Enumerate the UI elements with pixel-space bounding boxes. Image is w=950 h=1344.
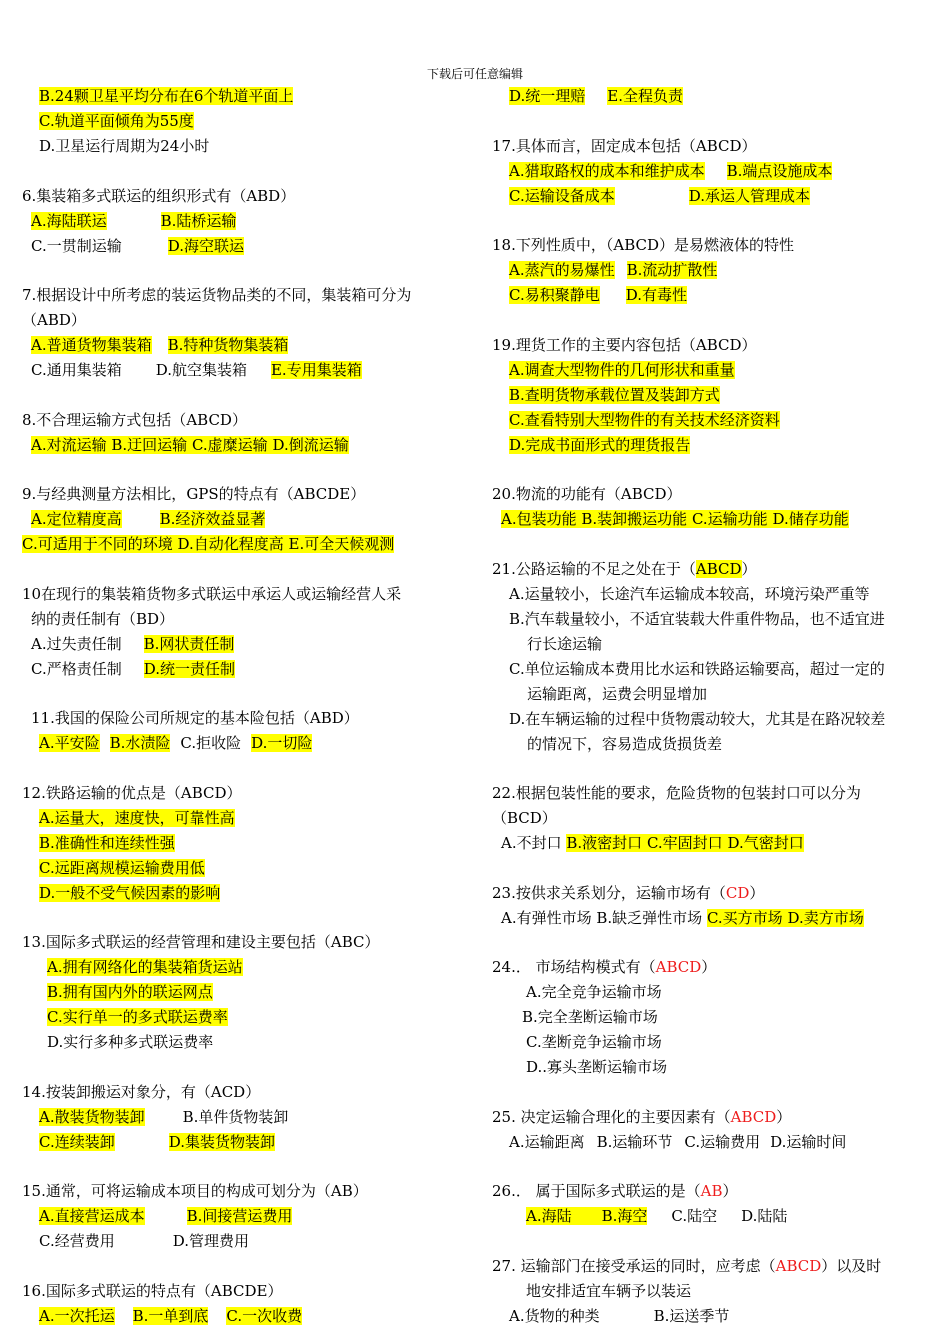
q21-option-d-1: D.在车辆运输的过程中货物震动较大，尤其是在路况较差: [509, 709, 886, 728]
q27-option-b: B.运送季节: [653, 1306, 730, 1325]
q25-stem: [492, 1105, 932, 1130]
q24-option-c: C.垄断竞争运输市场: [526, 1033, 662, 1051]
q17-option-d: D.承运人管理成本: [688, 186, 810, 205]
q20-option-d: D.储存功能: [772, 510, 849, 528]
q25-option-d: D.运输时间: [770, 1132, 847, 1151]
q14-line-1: [22, 1105, 462, 1130]
q7-stem-2: （ABD）: [22, 311, 86, 329]
q23-option-a: A.有弹性市场: [501, 908, 592, 927]
q21-option-c-2: 运输距离，运费会明显增加: [527, 684, 708, 703]
q7-option-a: A.普通货物集装箱: [31, 336, 152, 354]
q15-option-a: A.直接营运成本: [39, 1207, 145, 1225]
q19-stem: 19.理货工作的主要内容包括（ABCD）: [492, 335, 757, 354]
q7-line-1: [22, 333, 462, 358]
q24-option-a: A.完全竞争运输市场: [526, 983, 662, 1001]
q5-option-d: D.卫星运行周期为24小时: [39, 137, 210, 155]
q19-line-a: [492, 358, 932, 383]
q23-option-c: C.买方市场: [706, 908, 783, 927]
q6-option-d: D.海空联运: [167, 236, 244, 255]
q10-line-2: [22, 657, 462, 682]
q18-option-c: C.易积聚静电: [509, 286, 600, 304]
q8-option-c: C.虚糜运输: [191, 435, 268, 454]
q9-option-e: E.可全天候观测: [288, 535, 395, 553]
q6-line-2: [22, 234, 462, 259]
q19-line-b: [492, 383, 932, 408]
q12-line-a: [22, 806, 462, 831]
q26-answer: AB: [700, 1182, 723, 1200]
q11-line-1: [22, 731, 462, 756]
q13-line-b: [22, 980, 462, 1005]
q8-option-a: A.对流运输: [31, 435, 107, 454]
q22-option-c: C.牢固封口: [646, 834, 723, 852]
q13-line-c: [22, 1005, 462, 1030]
q27-stem-text: 27. 运输部门在接受承运的同时，应考虑（: [492, 1256, 776, 1275]
q24-stem-close: ）: [701, 958, 717, 976]
q14-option-b: B.单件货物装卸: [182, 1107, 289, 1126]
q23-option-b: B.缺乏弹性市场: [596, 908, 703, 927]
q25-option-b: B.运输环节: [596, 1132, 673, 1151]
q25-line-1: [492, 1130, 932, 1155]
q27-stem-close: ）以及时: [821, 1256, 882, 1275]
q20-option-c: C.运输功能: [691, 510, 768, 528]
q5-line-d: [22, 134, 462, 159]
q15-line-2: [22, 1229, 462, 1254]
q13-line-d: [22, 1030, 462, 1055]
q12-line-c: [22, 856, 462, 881]
q5-option-b: B.24颗卫星平均分布在6个轨道平面上: [39, 87, 294, 105]
q7-option-d: D.航空集装箱: [155, 361, 247, 379]
q22-stem-1: 22.根据包装性能的要求，危险货物的包装封口可以分为: [492, 784, 861, 802]
q18-option-d: D.有毒性: [625, 286, 687, 304]
q12-option-c: C.远距离规模运输费用低: [39, 858, 205, 877]
q27-option-a: A.货物的种类: [509, 1306, 600, 1325]
q15-line-1: [22, 1204, 462, 1229]
q21-option-a: A.运量较小，长途汽车运输成本较高，环境污染严重等: [509, 584, 870, 603]
q6-option-b: B.陆桥运输: [160, 211, 237, 230]
q12-option-d: D.一般不受气候因素的影响: [39, 883, 221, 902]
q11-stem: 11.我国的保险公司所规定的基本险包括（ABD）: [31, 709, 359, 727]
q15-option-c: C.经营费用: [39, 1232, 115, 1250]
q5-line-c: [22, 109, 462, 134]
q17-option-b: B.端点设施成本: [726, 161, 833, 180]
q10-stem-1: 10在现行的集装箱货物多式联运中承运人或运输经营人采: [22, 584, 402, 603]
q17-option-c: C.运输设备成本: [509, 186, 615, 205]
q9-line-2: [22, 532, 462, 557]
q11-option-a: A.平安险: [39, 734, 100, 752]
q14-stem: 14.按装卸搬运对象分，有（ACD）: [22, 1082, 261, 1101]
q12-stem: 12.铁路运输的优点是（ABCD）: [22, 783, 242, 802]
q12-option-b: B.准确性和连续性强: [39, 833, 175, 852]
q13-option-d: D.实行多种多式联运费率: [47, 1033, 214, 1051]
q6-line-1: [22, 209, 462, 234]
q27-line-1: [492, 1304, 932, 1329]
page-header: 下载后可任意编辑: [426, 67, 523, 81]
q21-option-b-2: 行长途运输: [527, 634, 603, 653]
q26-option-c: C.陆空: [671, 1207, 718, 1225]
left-column: [22, 84, 462, 1329]
q13-option-c: C.实行单一的多式联运费率: [47, 1008, 228, 1026]
q11-option-d: D.一切险: [251, 734, 313, 752]
q7-option-b: B.特种货物集装箱: [167, 336, 289, 354]
q10-option-a: A.过失责任制: [31, 634, 122, 653]
q24-option-b: B.完全垄断运输市场: [522, 1008, 658, 1026]
q17-line-1: [492, 159, 932, 184]
q17-option-a: A.猎取路权的成本和维护成本: [509, 161, 705, 180]
q21-option-c-1: C.单位运输成本费用比水运和铁路运输要高，超过一定的: [509, 659, 885, 678]
q27-answer: ABCD: [775, 1256, 822, 1275]
q22-stem-2: （BCD）: [492, 809, 557, 827]
q23-stem-close: ）: [749, 883, 765, 902]
q24-option-d: D..寡头垄断运输市场: [526, 1058, 668, 1076]
q8-line-1: [22, 433, 462, 458]
q10-option-c: C.严格责任制: [31, 659, 122, 678]
q15-stem: 15.通常，可将运输成本项目的构成可划分为（AB）: [22, 1182, 368, 1200]
q16-option-a: A.一次托运: [39, 1306, 115, 1325]
q26-stem-close: ）: [722, 1182, 738, 1200]
q14-line-2: [22, 1130, 462, 1155]
q21-option-b-1: B.汽车载量较小，不适宜装载大件重件物品，也不适宜进: [509, 609, 885, 628]
q9-stem: 9.与经典测量方法相比，GPS的特点有（ABCDE）: [22, 485, 366, 503]
q9-option-c: C.可适用于不同的环境: [22, 535, 173, 553]
q16-option-c: C.一次收费: [226, 1306, 303, 1325]
q20-stem: 20.物流的功能有（ABCD）: [492, 485, 682, 503]
q25-stem-close: ）: [776, 1107, 792, 1126]
q21-stem: [492, 557, 932, 582]
q18-line-2: [492, 283, 932, 308]
q11-option-b: B.水渍险: [109, 734, 171, 752]
q19-line-d: [492, 433, 932, 458]
q16-line-2: [492, 84, 932, 109]
q26-stem-text: 26.． 属于国际多式联运的是（: [492, 1182, 701, 1200]
q22-option-b: B.液密封口: [566, 834, 643, 852]
q10-option-d: D.统一责任制: [143, 659, 235, 678]
q8-stem: 8.不合理运输方式包括（ABCD）: [22, 410, 247, 429]
q10-option-b: B.网状责任制: [143, 634, 235, 653]
q9-option-b: B.经济效益显著: [159, 510, 266, 528]
q26-option-a: A.海陆: [526, 1207, 572, 1225]
q16-option-d: D.统一理赔: [509, 87, 586, 105]
q6-option-c: C.一贯制运输: [31, 236, 122, 255]
q19-option-a: A.调查大型物件的几何形状和重量: [509, 360, 735, 379]
q21-answer: ABCD: [695, 559, 742, 578]
q13-line-a: [22, 955, 462, 980]
q25-stem-text: 25. 决定运输合理化的主要因素有（: [492, 1107, 731, 1126]
q14-option-a: A.散装货物装卸: [39, 1107, 145, 1126]
q24-stem-text: 24.． 市场结构模式有（: [492, 958, 656, 976]
q5-option-c: C.轨道平面倾角为55度: [39, 112, 194, 130]
q23-option-d: D.卖方市场: [787, 908, 864, 927]
q24-answer: ABCD: [655, 958, 702, 976]
q19-line-c: [492, 408, 932, 433]
q10-line-1: [22, 632, 462, 657]
q25-answer: ABCD: [730, 1107, 777, 1126]
q14-option-c: C.连续装卸: [39, 1132, 115, 1151]
q7-line-2: [22, 358, 462, 383]
q6-option-a: A.海陆联运: [31, 211, 107, 230]
q9-option-d: D.自动化程度高: [177, 535, 284, 553]
q18-option-a: A.蒸汽的易爆性: [509, 261, 615, 279]
q18-line-1: [492, 258, 932, 283]
q26-line-1: [492, 1204, 932, 1229]
q16-line-1: [22, 1304, 462, 1329]
q21-stem-text: 21.公路运输的不足之处在于（: [492, 559, 696, 578]
q15-option-d: D.管理费用: [172, 1232, 249, 1250]
q24-stem: [492, 955, 932, 980]
q25-option-c: C.运输费用: [684, 1132, 761, 1151]
q18-option-b: B.流动扩散性: [626, 261, 718, 279]
q14-option-d: D.集装货物装卸: [168, 1132, 275, 1151]
q9-line-1: [22, 507, 462, 532]
q10-stem-2: 纳的责任制有（BD）: [31, 609, 175, 628]
q7-option-c: C.通用集装箱: [31, 361, 122, 379]
q15-option-b: B.间接营运费用: [186, 1207, 293, 1225]
q26-option-b: B.海空: [601, 1207, 648, 1225]
q22-line-1: [492, 831, 932, 856]
q23-answer: CD: [725, 883, 750, 902]
q8-option-b: B.迂回运输: [111, 435, 188, 454]
q21-option-d-2: 的情况下，容易造成货损货差: [527, 734, 723, 753]
q8-option-d: D.倒流运输: [272, 435, 349, 454]
q18-stem: 18.下列性质中，（ABCD）是易燃液体的特性: [492, 236, 794, 254]
q6-stem: 6.集装箱多式联运的组织形式有（ABD）: [22, 186, 296, 205]
q22-option-a: A.不封口: [501, 834, 562, 852]
q20-line-1: [492, 507, 932, 532]
q23-stem: [492, 881, 932, 906]
q5-line-b: [22, 84, 462, 109]
q22-option-d: D.气密封口: [727, 834, 804, 852]
q19-option-c: C.查看特别大型物件的有关技术经济资料: [509, 410, 780, 429]
q26-option-d: D.陆陆: [741, 1207, 788, 1225]
q16-option-b: B.一单到底: [132, 1306, 209, 1325]
q16-stem: 16.国际多式联运的特点有（ABCDE）: [22, 1281, 283, 1300]
right-column: [492, 84, 932, 1329]
q21-stem-close: ）: [741, 559, 757, 578]
q12-line-d: [22, 881, 462, 906]
q23-stem-text: 23.按供求关系划分，运输市场有（: [492, 883, 726, 902]
q20-option-a: A.包装功能: [501, 510, 577, 528]
q23-line-1: [492, 906, 932, 931]
q27-stem-2: 地安排适宜车辆予以装运: [526, 1281, 692, 1300]
q12-option-a: A.运量大，速度快，可靠性高: [39, 808, 235, 827]
q26-stem: [492, 1179, 932, 1204]
q7-stem-1: 7.根据设计中所考虑的装运货物品类的不同，集装箱可分为: [22, 286, 412, 304]
q13-option-b: B.拥有国内外的联运网点: [47, 983, 213, 1001]
q13-stem: 13.国际多式联运的经营管理和建设主要包括（ABC）: [22, 933, 380, 951]
q19-option-d: D.完成书面形式的理货报告: [509, 435, 691, 454]
q16-option-e: E.全程负责: [607, 87, 683, 105]
q20-option-b: B.装卸搬运功能: [581, 510, 688, 528]
q7-option-e: E.专用集装箱: [270, 361, 362, 379]
q27-stem-1: [492, 1254, 932, 1279]
q19-option-b: B.查明货物承载位置及装卸方式: [509, 385, 720, 404]
q25-option-a: A.运输距离: [509, 1132, 585, 1151]
q17-stem: 17.具体而言，固定成本包括（ABCD）: [492, 136, 757, 155]
q11-option-c: C.拒收险: [180, 734, 242, 752]
q12-line-b: [22, 831, 462, 856]
q13-option-a: A.拥有网络化的集装箱货运站: [47, 958, 243, 976]
q9-option-a: A.定位精度高: [31, 510, 122, 528]
q17-line-2: [492, 184, 932, 209]
